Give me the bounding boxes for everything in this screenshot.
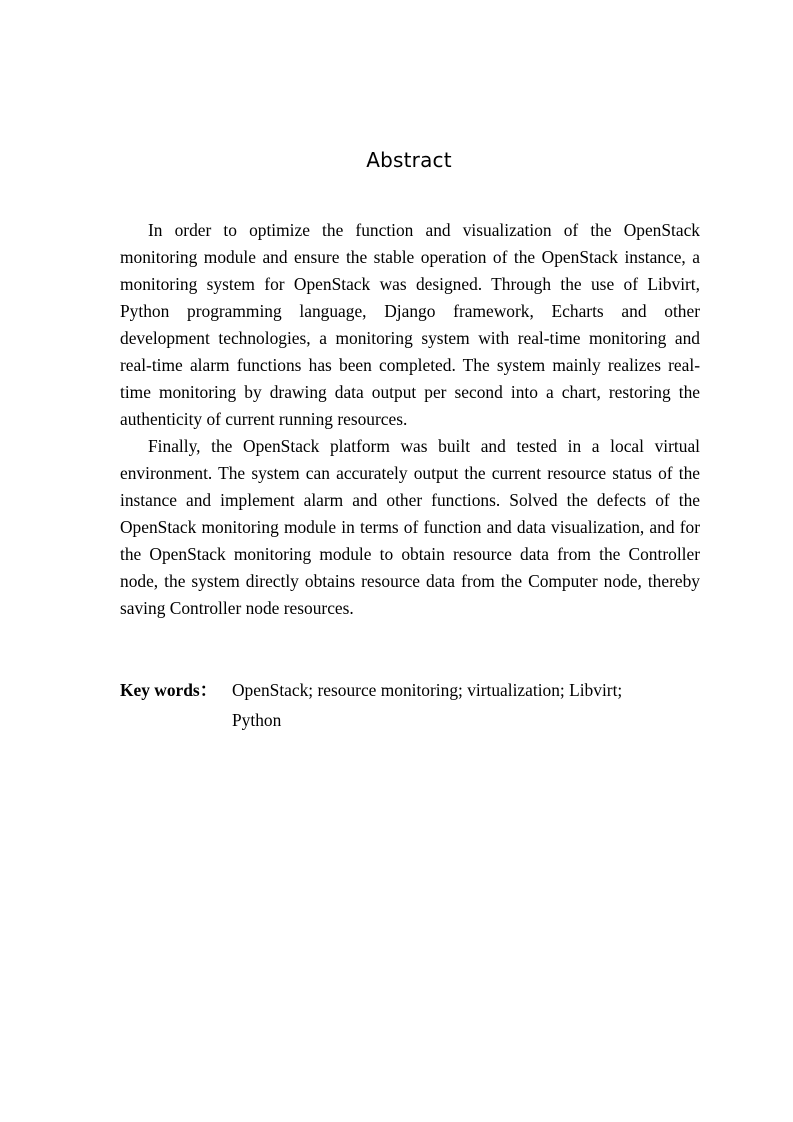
abstract-paragraph-2: Finally, the OpenStack platform was built and tested in a local virtual environment. The system can accurately output the current resource status of the instance and implement alarm and other functions. Solved the defects of the OpenStack monitoring module in terms of function and data visualization, and for the OpenStack monitoring module to obtain resource data from the Controller node, the system directly obtains resource data from the Computer node, thereby saving Controller node resources. <box>120 436 700 618</box>
keywords-label: Key words： <box>120 680 218 700</box>
abstract-title: Abstract <box>366 148 452 172</box>
abstract-paragraph-1: In order to optimize the function and visualization of the OpenStack monitoring module and ensure the stable operation of the OpenStack instance, a monitoring system for OpenStack was designed. Through the use of Libvirt, Python programming language, Django framework, Echarts and other development technologies, a monitoring system with real-time monitoring and real-time alarm functions has been completed. The system mainly realizes real-time monitoring by drawing data output per second into a chart, restoring the authenticity of current running resources. <box>120 220 700 429</box>
keywords-list-line-1: OpenStack; resource monitoring; virtualization; Libvirt; <box>232 680 623 700</box>
abstract-body <box>120 217 700 622</box>
keywords-list-line-2: Python <box>232 710 282 730</box>
